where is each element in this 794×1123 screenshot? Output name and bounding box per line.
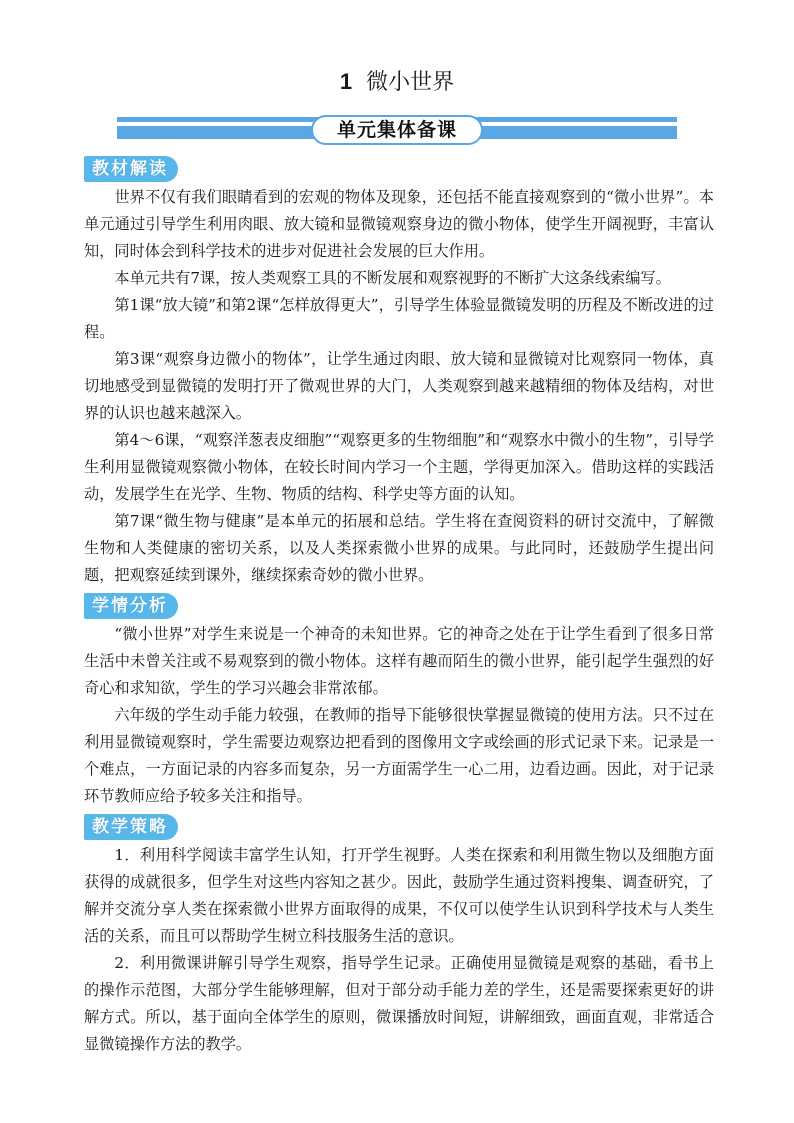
- lesson-number: 1: [339, 69, 353, 94]
- paragraph: 2．利用微课讲解引导学生观察，指导学生记录。正确使用显微镜是观察的基础，看书上的操作示范图，大部分学生能够理解，但对于部分动手能力差的学生，还是需要探索更好的讲解方式。所以，基于面向全体学生的原则，微课播放时间短，讲解细致，画面直观，非常适合显微镜操作方法的教学。: [84, 954, 714, 1053]
- paragraph: 六年级的学生动手能力较强，在教师的指导下能够很快掌握显微镜的使用方法。只不过在利用显微镜观察时，学生需要边观察边把看到的图像用文字或绘画的形式记录下来。记录是一个难点，一方面记录的内容多而复杂，另一方面需学生一心二用，边看边画。因此，对于记录环节教师应给予较多关注和指导。: [84, 706, 714, 805]
- paragraph: 第3课“观察身边微小的物体”，让学生通过肉眼、放大镜和显微镜对比观察同一物体，真切地感受到显微镜的发明打开了微观世界的大门，人类观察到越来越精细的物体及结构，对世界的认识也越来越深入。: [84, 350, 714, 422]
- page-title: [0, 66, 794, 99]
- paragraph: 世界不仅有我们眼睛看到的宏观的物体及现象，还包括不能直接观察到的“微小世界”。本单元通过引导学生利用肉眼、放大镜和显微镜观察身边的微小物体，使学生开阔视野，丰富认知，同时体会到科学技术的进步对促进社会发展的巨大作用。: [84, 188, 714, 260]
- paragraph: 第1课“放大镜”和第2课“怎样放得更大”，引导学生体验显微镜发明的历程及不断改进的过程。: [84, 296, 714, 341]
- paragraph: “微小世界”对学生来说是一个神奇的未知世界。它的神奇之处在于让学生看到了很多日常生活中未曾关注或不易观察到的微小物体。这样有趣而陌生的微小世界，能引起学生强烈的好奇心和求知欲，学生的学习兴趣会非常浓郁。: [84, 625, 714, 697]
- section-heading-textbook: 教材解读: [84, 156, 178, 182]
- lesson-title: 微小世界: [366, 70, 455, 95]
- unit-banner: [117, 115, 677, 147]
- section-heading-student-analysis: 学情分析: [84, 593, 178, 619]
- paragraph: 第4～6课，“观察洋葱表皮细胞”“观察更多的生物细胞”和“观察水中微小的生物”，引导学生利用显微镜观察微小物体，在较长时间内学习一个主题，学得更加深入。借助这样的实践活动，发展学生在光学、生物、物质的结构、科学史等方面的认知。: [84, 431, 714, 503]
- section-heading-teaching-strategy: 教学策略: [84, 814, 178, 840]
- paragraph: 1．利用科学阅读丰富学生认知，打开学生视野。人类在探索和利用微生物以及细胞方面获得的成就很多，但学生对这些内容知之甚少。因此，鼓励学生通过资料搜集、调查研究，了解并交流分享人类在探索微小世界方面取得的成果，不仅可以使学生认识到科学技术与人类生活的关系，而且可以帮助学生树立科技服务生活的意识。: [84, 846, 714, 945]
- paragraph: 第7课“微生物与健康”是本单元的拓展和总结。学生将在查阅资料的研讨交流中，了解微生物和人类健康的密切关系，以及人类探索微小世界的成果。与此同时，还鼓励学生提出问题，把观察延续到课外，继续探索奇妙的微小世界。: [84, 512, 714, 584]
- document-body: [84, 156, 714, 1058]
- paragraph: 本单元共有7课，按人类观察工具的不断发展和观察视野的不断扩大这条线索编写。: [114, 269, 671, 287]
- banner-label: 单元集体备课: [311, 115, 483, 145]
